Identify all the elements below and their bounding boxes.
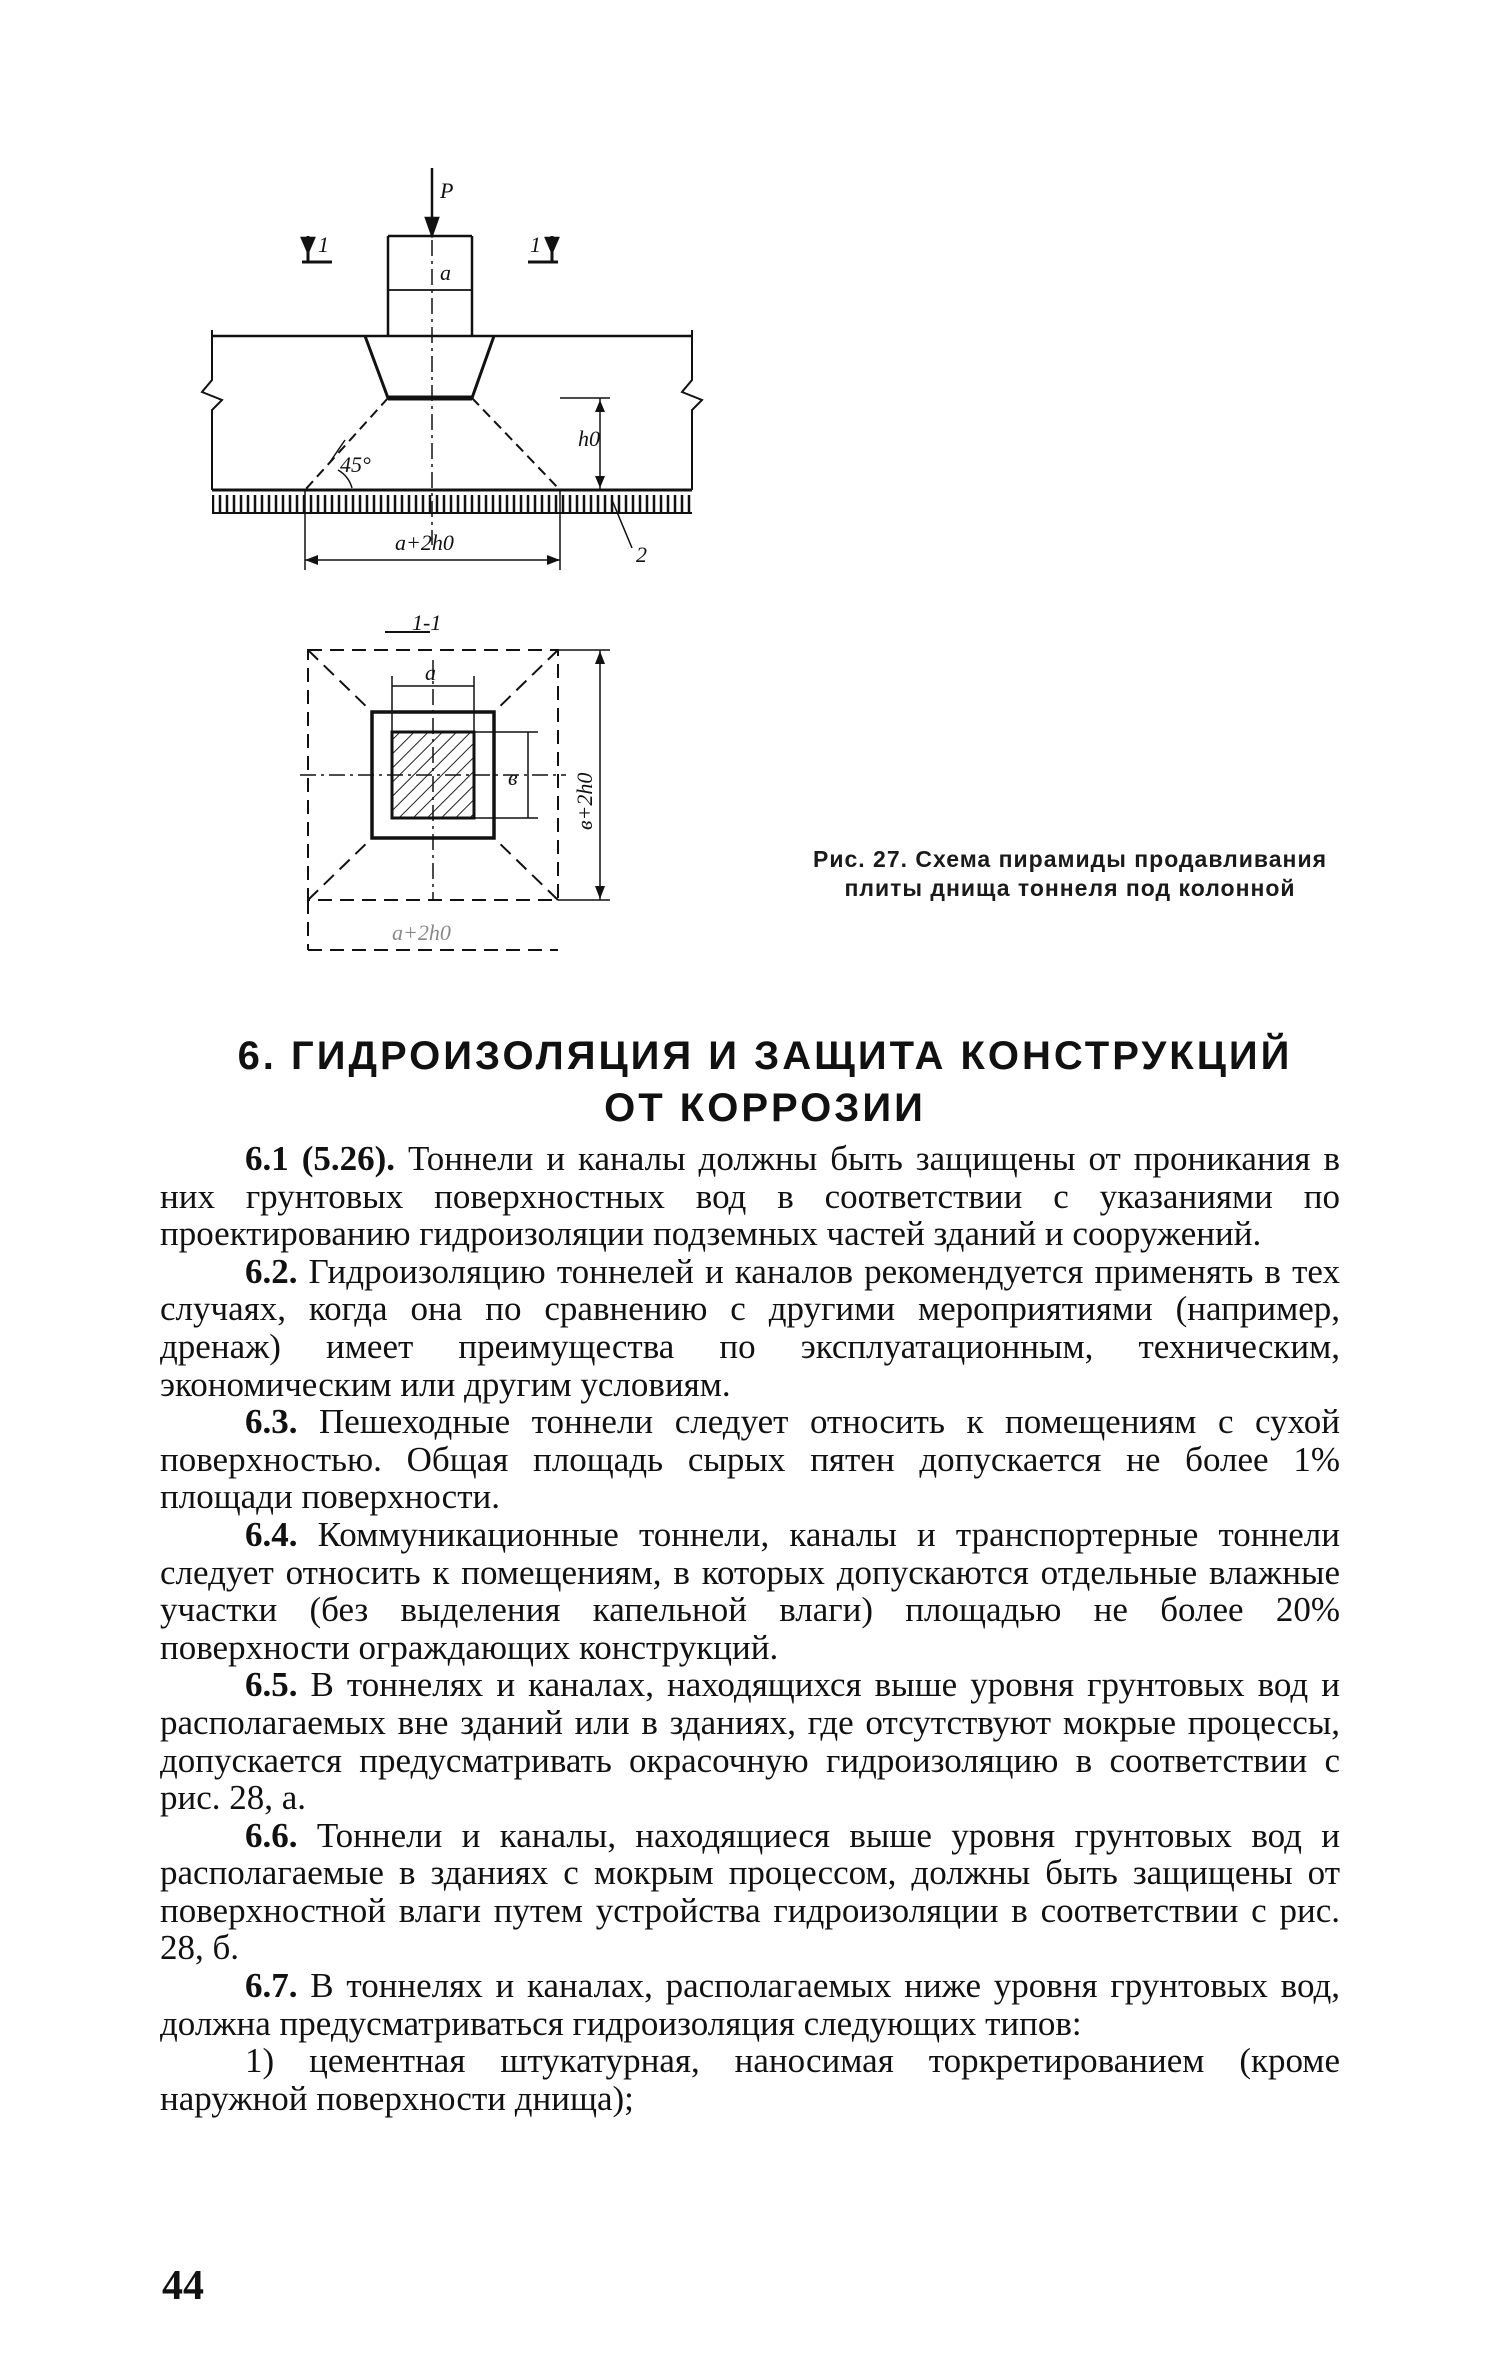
paragraph-number: 6.2. — [245, 1251, 298, 1291]
layer-mark-label: 2 — [636, 542, 647, 567]
break-line-left — [202, 330, 222, 490]
body-text — [160, 1140, 1340, 2117]
section-title-line-1: 6. ГИДРОИЗОЛЯЦИЯ И ЗАЩИТА КОНСТРУКЦИЙ — [237, 1034, 1293, 1078]
paragraph-number: 6.4. — [245, 1514, 298, 1554]
page-number: 44 — [162, 2263, 204, 2309]
section-title — [180, 1030, 1350, 1134]
paragraph-number: 6.1 (5.26). — [245, 1139, 396, 1178]
paragraph-number: 6.7. — [245, 1966, 298, 2006]
section-mark-right-label: 1 — [530, 232, 541, 257]
paragraph-number: 6.6. — [245, 1815, 298, 1855]
list-item-1 — [160, 2042, 1340, 2117]
plan-column-depth-label: в — [508, 765, 518, 790]
paragraph-text: Гидроизоляцию тоннелей и каналов рекомендуется применять в тех случаях, когда она по сравнению с другими мероприятиями (например, дренаж) имеет преимущества по эксплуатационным, техническим, экономическим или другим условиям. — [160, 1251, 1340, 1404]
column-width-label: a — [440, 260, 451, 285]
section-title-line-2: ОТ КОРРОЗИИ — [604, 1086, 926, 1130]
list-item-number: 1) — [245, 2041, 275, 2081]
paragraph-text: В тоннелях и каналах, располагаемых ниже уровня грунтовых вод, должна предусматриваться гидроизоляция следующих типов: — [160, 1966, 1340, 2043]
pyramid-face-right — [472, 398, 560, 490]
paragraph-6-6 — [160, 1817, 1340, 1967]
paragraph-text: В тоннелях и каналах, находящихся выше уровня грунтовых вод и располагаемых вне зданий или в зданиях, где отсутствуют мокрые процессы, допускается предусматривать окрасочную гидроизоляцию в соответствии с рис. 28, а. — [160, 1665, 1340, 1818]
paragraph-text: Коммуникационные тоннели, каналы и транспортерные тоннели следует относить к помещениям, в которых допускаются отдельные влажные участки (без выделения капельной влаги) площадью не более 20% поверхности ограждающих конструкций. — [160, 1514, 1340, 1667]
figure-27 — [0, 0, 1492, 1010]
base-width-label: a+2h0 — [395, 530, 454, 555]
column-haunch — [365, 336, 494, 398]
paragraph-6-5 — [160, 1666, 1340, 1816]
plan-base-width-label: a+2h0 — [392, 920, 451, 945]
paragraph-6-7 — [160, 1967, 1340, 2042]
section-mark-left-label: 1 — [318, 232, 329, 257]
paragraph-6-2 — [160, 1253, 1340, 1403]
elevation-view — [202, 168, 702, 570]
load-arrowhead — [426, 218, 438, 235]
plan-base-depth-label: в+2h0 — [572, 772, 597, 830]
paragraph-6-4 — [160, 1516, 1340, 1666]
angle-label: 45° — [340, 452, 371, 477]
paragraph-number: 6.3. — [245, 1402, 298, 1442]
break-line-right — [682, 330, 702, 490]
paragraph-text: Пешеходные тоннели следует относить к помещениям с сухой поверхностью. Общая площадь сырых пятен допускается не более 1% площади поверхности. — [160, 1402, 1340, 1517]
load-label: P — [440, 178, 454, 203]
figure-caption: Рис. 27. Схема пирамиды продавливания плиты днища тоннеля под колонной — [812, 846, 1328, 901]
plan-section-title: 1-1 — [412, 610, 442, 635]
paragraph-number: 6.5. — [245, 1665, 298, 1705]
paragraph-6-3 — [160, 1403, 1340, 1516]
paragraph-text: Тоннели и каналы должны быть защищены от проникания в них грунтовых поверхностных вод в соответствии с указаниями по проектированию гидроизоляции подземных частей зданий и сооружений. — [160, 1139, 1340, 1254]
plan-column-width-label: a — [425, 660, 436, 685]
list-item-text: цементная штукатурная, наносимая торкретированием (кроме наружной поверхности днища); — [160, 2041, 1340, 2118]
plan-view — [300, 632, 610, 950]
paragraph-text: Тоннели и каналы, находящиеся выше уровня грунтовых вод и располагаемые в зданиях с мокрым процессом, должны быть защищены от поверхностной влаги путем устройства гидроизоляции в соответствии с рис. 28, б. — [160, 1815, 1340, 1968]
h0-label: h0 — [578, 426, 600, 451]
waterproof-layer — [212, 495, 692, 513]
paragraph-6-1 — [160, 1140, 1340, 1253]
